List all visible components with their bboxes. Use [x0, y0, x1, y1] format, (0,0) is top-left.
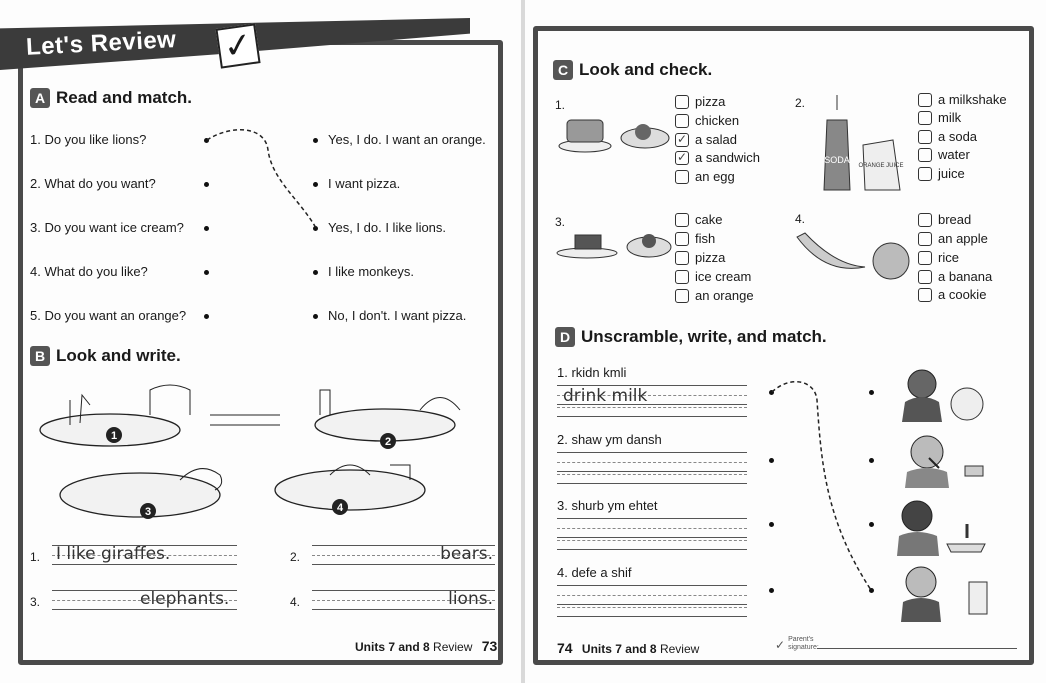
parent-signature — [775, 636, 818, 652]
check-option[interactable]: ✓ a sandwich — [676, 149, 761, 165]
group-1-number: 1. — [555, 98, 566, 112]
answer-3: Yes, I do. I like lions. — [328, 220, 447, 235]
question-5: 5. Do you want an orange? — [30, 308, 187, 323]
check-option[interactable]: chicken — [675, 113, 739, 128]
svg-text:1: 1 — [110, 430, 118, 442]
check-option[interactable]: bread — [918, 212, 971, 227]
footer-review: Review — [433, 640, 473, 654]
svg-text:4: 4 — [336, 502, 344, 514]
unscramble-prompt-4: 4. defe a shif — [557, 565, 632, 580]
unscramble-prompt-1: 1. rkidn kmli — [557, 365, 627, 380]
check-option[interactable]: milk — [918, 110, 961, 125]
check-option[interactable]: a banana — [918, 269, 992, 284]
svg-text:2: 2 — [384, 436, 392, 448]
check-option[interactable]: ice cream — [675, 269, 751, 284]
page-title: Let's Review — [25, 26, 178, 61]
question-3: 3. Do you want ice cream? — [30, 220, 184, 235]
check-option[interactable]: a soda — [918, 129, 977, 144]
answer-text-2: bears. — [440, 544, 493, 564]
check-option[interactable]: fish — [675, 231, 715, 246]
answer-text-1: I like giraffes. — [56, 544, 171, 564]
answer-text-3: elephants. — [140, 589, 230, 609]
section-c-title: Look and check. — [579, 60, 713, 79]
check-option[interactable]: an egg — [675, 169, 735, 184]
page-footer — [557, 640, 699, 656]
footer-review: Review — [659, 642, 700, 656]
section-a-title: Read and match. — [56, 88, 193, 107]
zoo-illustration — [30, 375, 500, 525]
answer-2: I want pizza. — [328, 176, 401, 191]
section-d-title: Unscramble, write, and match. — [581, 327, 827, 346]
answer-text-4: lions. — [448, 589, 493, 609]
brush-teeth-picture — [887, 428, 997, 488]
check-option[interactable]: a milkshake — [918, 92, 1007, 107]
answer-5: No, I don't. I want pizza. — [328, 308, 467, 323]
section-b-badge: B — [30, 346, 50, 366]
check-option[interactable]: cake — [675, 212, 722, 227]
check-option[interactable]: an apple — [918, 231, 988, 246]
question-4: 4. What do you like? — [30, 264, 148, 279]
drink-milk-picture — [887, 560, 997, 622]
check-option[interactable]: ✓ a salad — [676, 131, 737, 147]
right-page — [525, 0, 1046, 683]
question-2: 2. What do you want? — [30, 176, 156, 191]
answer-1: Yes, I do. I want an orange. — [328, 132, 486, 147]
signature-check-icon: ✓ — [775, 638, 786, 652]
check-option[interactable]: a cookie — [918, 287, 986, 302]
svg-text:SODA: SODA — [824, 155, 850, 165]
item-2-number: 2. — [290, 550, 301, 564]
unscramble-prompt-2: 2. shaw ym dansh — [557, 432, 662, 447]
page-footer — [355, 638, 497, 654]
footer-units: Units 7 and 8 — [581, 642, 657, 656]
check-option[interactable]: pizza — [675, 94, 725, 109]
section-a-badge: A — [30, 88, 50, 108]
left-page — [0, 0, 521, 683]
written-answer-1: drink milk — [563, 386, 648, 406]
svg-text:3: 3 — [144, 506, 152, 518]
page-number: 73 — [481, 638, 498, 654]
check-option[interactable]: pizza — [675, 250, 725, 265]
item-1-number: 1. — [30, 550, 41, 564]
unscramble-prompt-3: 3. shurb ym ehtet — [557, 498, 658, 513]
question-1: 1. Do you like lions? — [30, 132, 147, 147]
check-option[interactable]: rice — [918, 250, 959, 265]
section-b-heading — [30, 346, 181, 366]
section-d-badge: D — [555, 327, 575, 347]
page-number: 74 — [557, 640, 573, 656]
item-3-number: 3. — [30, 595, 41, 609]
match-line-a — [0, 0, 521, 683]
section-b-title: Look and write. — [56, 346, 181, 365]
check-option[interactable]: juice — [918, 166, 965, 181]
check-icon: ✓ — [215, 23, 260, 68]
check-option[interactable]: an orange — [675, 288, 754, 303]
signature-line[interactable] — [817, 648, 1017, 649]
section-c-badge: C — [553, 60, 573, 80]
wash-hands-picture — [887, 494, 997, 556]
group-3-number: 3. — [555, 215, 566, 229]
feed-fish-picture — [887, 362, 997, 422]
answer-4: I like monkeys. — [328, 264, 414, 279]
footer-units: Units 7 and 8 — [355, 640, 430, 654]
item-4-number: 4. — [290, 595, 301, 609]
svg-text:ORANGE JUICE: ORANGE JUICE — [858, 163, 904, 169]
group-2-number: 2. — [795, 96, 806, 110]
group-4-number: 4. — [795, 212, 806, 226]
signature-label: Parent's signature: — [788, 636, 819, 651]
check-option[interactable]: water — [918, 147, 970, 162]
